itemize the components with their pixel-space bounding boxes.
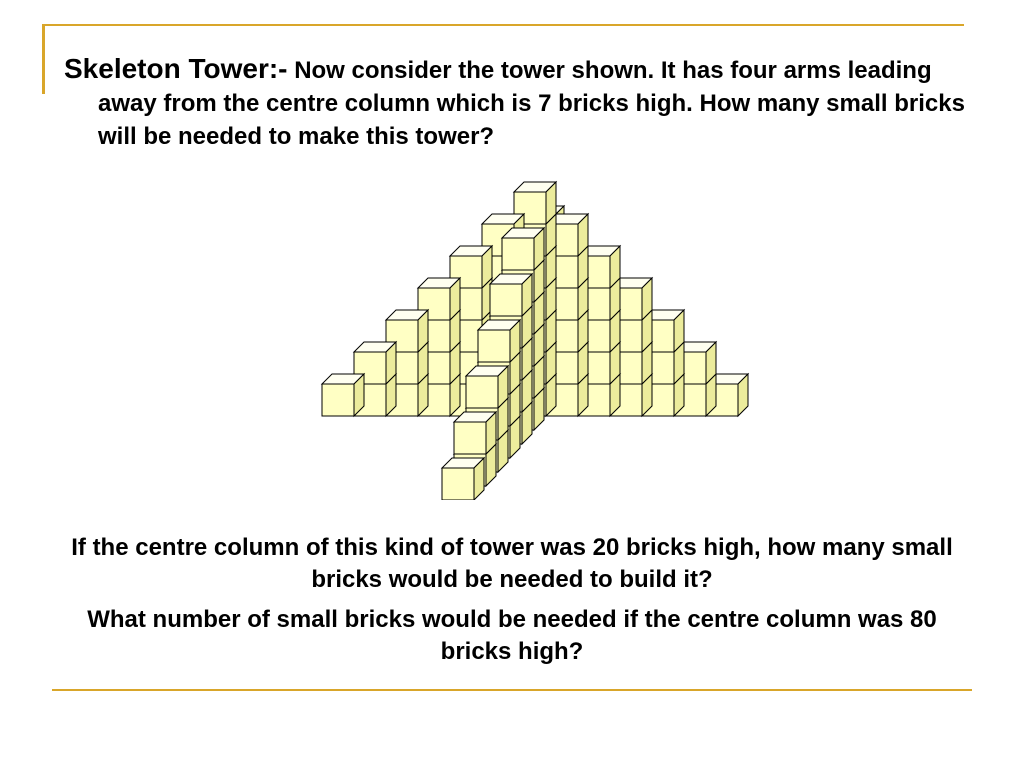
- brick-front-arm: [454, 412, 496, 454]
- brick-left-arm: [322, 374, 364, 416]
- brick-front-arm: [502, 228, 544, 270]
- skeleton-tower-illustration: [300, 170, 770, 500]
- slide-heading: Skeleton Tower:-: [64, 53, 288, 84]
- question-80-bricks: What number of small bricks would be needed if the centre column was 80 bricks high?: [87, 606, 937, 665]
- bottom-accent-line: [52, 689, 972, 691]
- top-accent-line: [44, 24, 964, 26]
- intro-paragraph: [64, 52, 978, 153]
- intro-text: Now consider the tower shown. It has four arms leading away from the centre column which is 7 bricks high. How many small bricks will be needed to make this tower?: [98, 57, 965, 150]
- left-accent-line: [42, 24, 45, 94]
- brick-front-arm: [442, 458, 484, 500]
- brick-front-arm: [490, 274, 532, 316]
- brick-front-arm: [466, 366, 508, 408]
- brick-front-arm: [478, 320, 520, 362]
- question-20-bricks: If the centre column of this kind of tower was 20 bricks high, how many small bricks would be needed to build it?: [71, 534, 953, 593]
